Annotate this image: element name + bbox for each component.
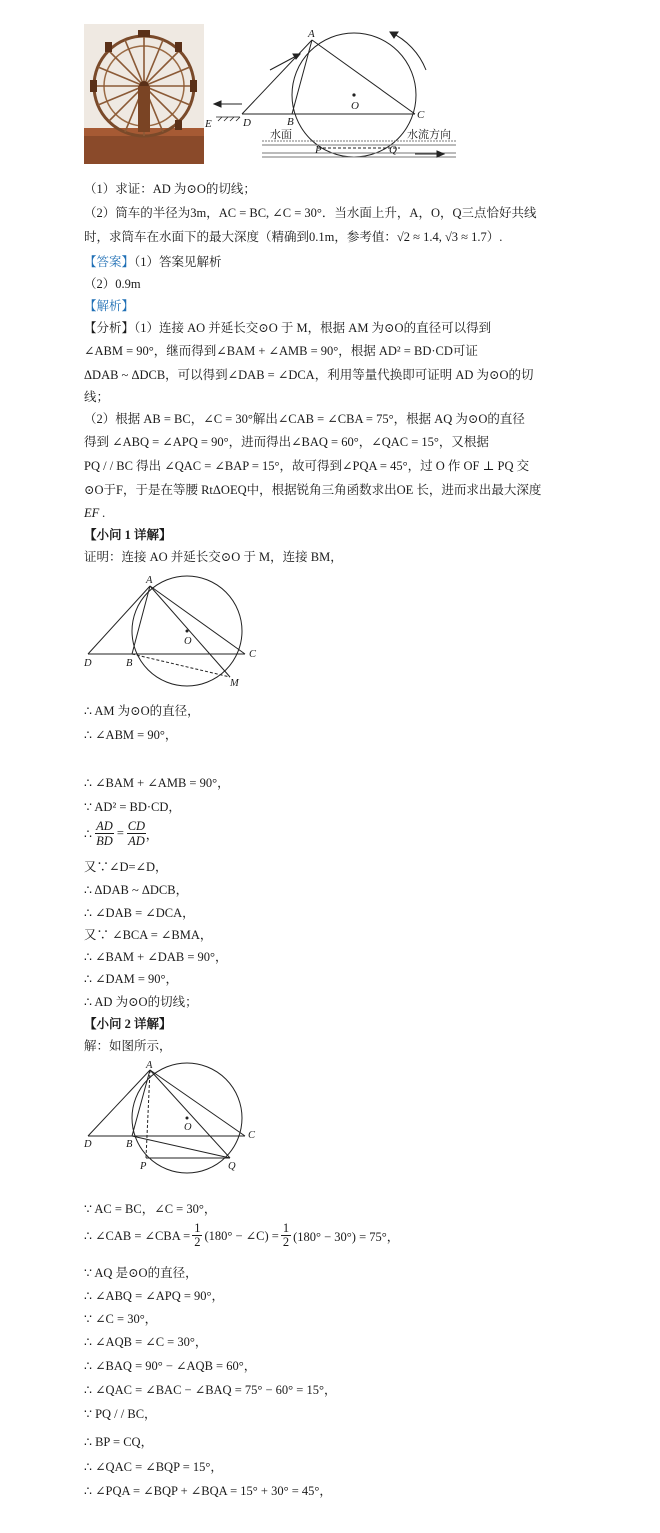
comma: ， [145,827,159,842]
proof-step: ∴ AM 为⊙O的直径， [84,704,200,718]
question-2-line-2: 时，求筒车在水面下的最大深度（精确到0.1m，参考值：√2 ≈ 1.4, √3 ≈ 1.7）. [84,230,503,244]
formula-lead: ∴ ∠CAB = ∠CBA = [84,1228,191,1243]
fraction-step [84,819,158,848]
label-q: Q [228,1161,236,1172]
denominator: BD [96,834,113,848]
analysis-line: 【分析】（1）连接 AO 并延长交⊙O 于 M，根据 AM 为⊙O的直径可以得到 [84,321,492,335]
numerator: 1 [194,1221,201,1235]
label-o: O [184,1122,192,1133]
solution-step: ∴ ∠ABQ = ∠APQ = 90°， [84,1289,225,1303]
proof-step: ∴ ∠DAM = 90°， [84,972,179,986]
part-2-intro: 解：如图所示， [84,1039,172,1053]
denominator: 2 [194,1235,201,1249]
analysis-line: 得到 ∠ABQ = ∠APQ = 90°，进而得出∠BAQ = 60°，∠QAC = 15°，又根据 [84,435,489,449]
proof-step: 又∵ ∠BCA = ∠BMA， [84,928,213,942]
proof-step: ∴ ∠BAM + ∠AMB = 90°， [84,776,230,790]
water-wheel-photo [84,24,204,164]
label-a: A [146,575,153,586]
label-e: E [205,118,212,130]
water-surface-label: 水面 [270,129,292,141]
solution-step: ∵ AQ 是⊙O的直径， [84,1266,198,1280]
answer-1: （1）答案见解析 [134,255,222,269]
label-m: M [230,678,239,689]
label-d: D [243,117,251,129]
solution-step: ∴ ∠QAC = ∠BQP = 15°， [84,1460,223,1474]
formula-end: (180° − 30°) = 75°， [293,1229,400,1244]
analysis-line: PQ / / BC 得出 ∠QAC = ∠BAP = 15°，故可得到∠PQA = 45°，过 O 作 OF ⊥ PQ 交 [84,459,530,473]
denominator: AD [128,834,145,848]
numerator: 1 [282,1221,290,1235]
solution-step: ∵ ∠C = 30°， [84,1312,158,1326]
analysis-line: ΔDAB ~ ΔDCB，可以得到∠DAB = ∠DCA，利用等量代换即可证明 AD 为⊙O的切 [84,368,534,382]
solution-step: ∴ ∠PQA = ∠BQP + ∠BQA = 15° + 30° = 45°， [84,1484,332,1498]
part-1-title: 【小问 1 详解】 [84,528,172,542]
question-2-line-1: （2）筒车的半径为3m，AC = BC, ∠C = 30°．当水面上升，A，O，Q三点恰好共线 [84,206,537,220]
proof-step: ∵ AD² = BD·CD， [84,800,181,814]
center-point [352,93,355,96]
figure-3 [80,1058,270,1178]
therefore-symbol: ∴ [84,826,96,841]
solution-step: ∴ BP = CQ， [84,1435,154,1449]
label-c: C [417,109,425,121]
part-1-intro: 证明：连接 AO 并延长交⊙O 于 M，连接 BM， [84,550,343,564]
analysis-line: （2）根据 AB = BC，∠C = 30°解出∠CAB = ∠CBA = 75°，根据 AQ 为⊙O的直径 [84,412,525,426]
label-q: Q [389,144,397,156]
proof-step: 又∵∠D=∠D， [84,860,168,874]
label-o: O [351,100,359,112]
answer-tag-row [84,254,222,270]
label-c: C [249,649,257,660]
question-1: （1）求证：AD 为⊙O的切线； [84,182,256,196]
answer-tag: 【答案】 [84,255,135,269]
label-a: A [146,1060,153,1071]
label-b: B [126,1139,133,1150]
label-a: A [308,28,315,40]
label-d: D [84,1139,92,1150]
analysis-line: ∠ABM = 90°，继而得到∠BAM + ∠AMB = 90°，根据 AD² = BD·CD可证 [84,344,478,358]
label-o: O [184,636,192,647]
answer-2: （2）0.9m [84,277,141,291]
numerator: AD [96,819,113,833]
solution-step: ∴ ∠QAC = ∠BAC − ∠BAQ = 75° − 60° = 15°， [84,1383,337,1397]
proof-step: ∴ ∠ABM = 90°， [84,728,178,742]
analysis-line: EF . [84,506,106,520]
analysis-line: 线； [84,390,110,404]
solution-step: ∴ ∠BAQ = 90° − ∠AQB = 60°， [84,1359,257,1373]
flow-direction-label: 水流方向 [407,129,451,141]
fraction-right [127,819,146,848]
solution-step: ∵ PQ / / BC， [84,1407,157,1421]
proof-step: ∴ ∠BAM + ∠DAB = 90°， [84,950,228,964]
figure-2 [80,572,270,696]
cab-formula [84,1222,399,1249]
analysis-line: ⊙O于F，于是在等腰 RtΔOEQ中，根据锐角三角函数求出OE 长，进而求出最大深度 [84,483,542,497]
proof-step: ∴ AD 为⊙O的切线； [84,995,198,1009]
label-b: B [126,658,133,669]
half-fraction [281,1222,291,1249]
proof-step: ∴ ΔDAB ~ ΔDCB， [84,883,189,897]
label-d: D [84,658,92,669]
part-2-title: 【小问 2 详解】 [84,1017,172,1031]
figure-1 [80,20,470,170]
formula-mid: (180° − ∠C) = [204,1228,279,1243]
label-p: P [140,1161,147,1172]
solution-step: ∴ ∠AQB = ∠C = 30°， [84,1335,208,1349]
half-fraction [192,1222,202,1249]
analysis-tag: 【解析】 [84,299,135,313]
fraction-left [95,819,114,848]
label-c: C [248,1130,256,1141]
denominator: 2 [282,1235,290,1249]
solution-step: ∵ AC = BC，∠C = 30°， [84,1202,217,1216]
label-b: B [287,116,294,128]
label-p: P [315,144,322,156]
proof-step: ∴ ∠DAB = ∠DCA， [84,906,195,920]
equals-sign: = [113,826,128,840]
numerator: CD [127,819,146,833]
